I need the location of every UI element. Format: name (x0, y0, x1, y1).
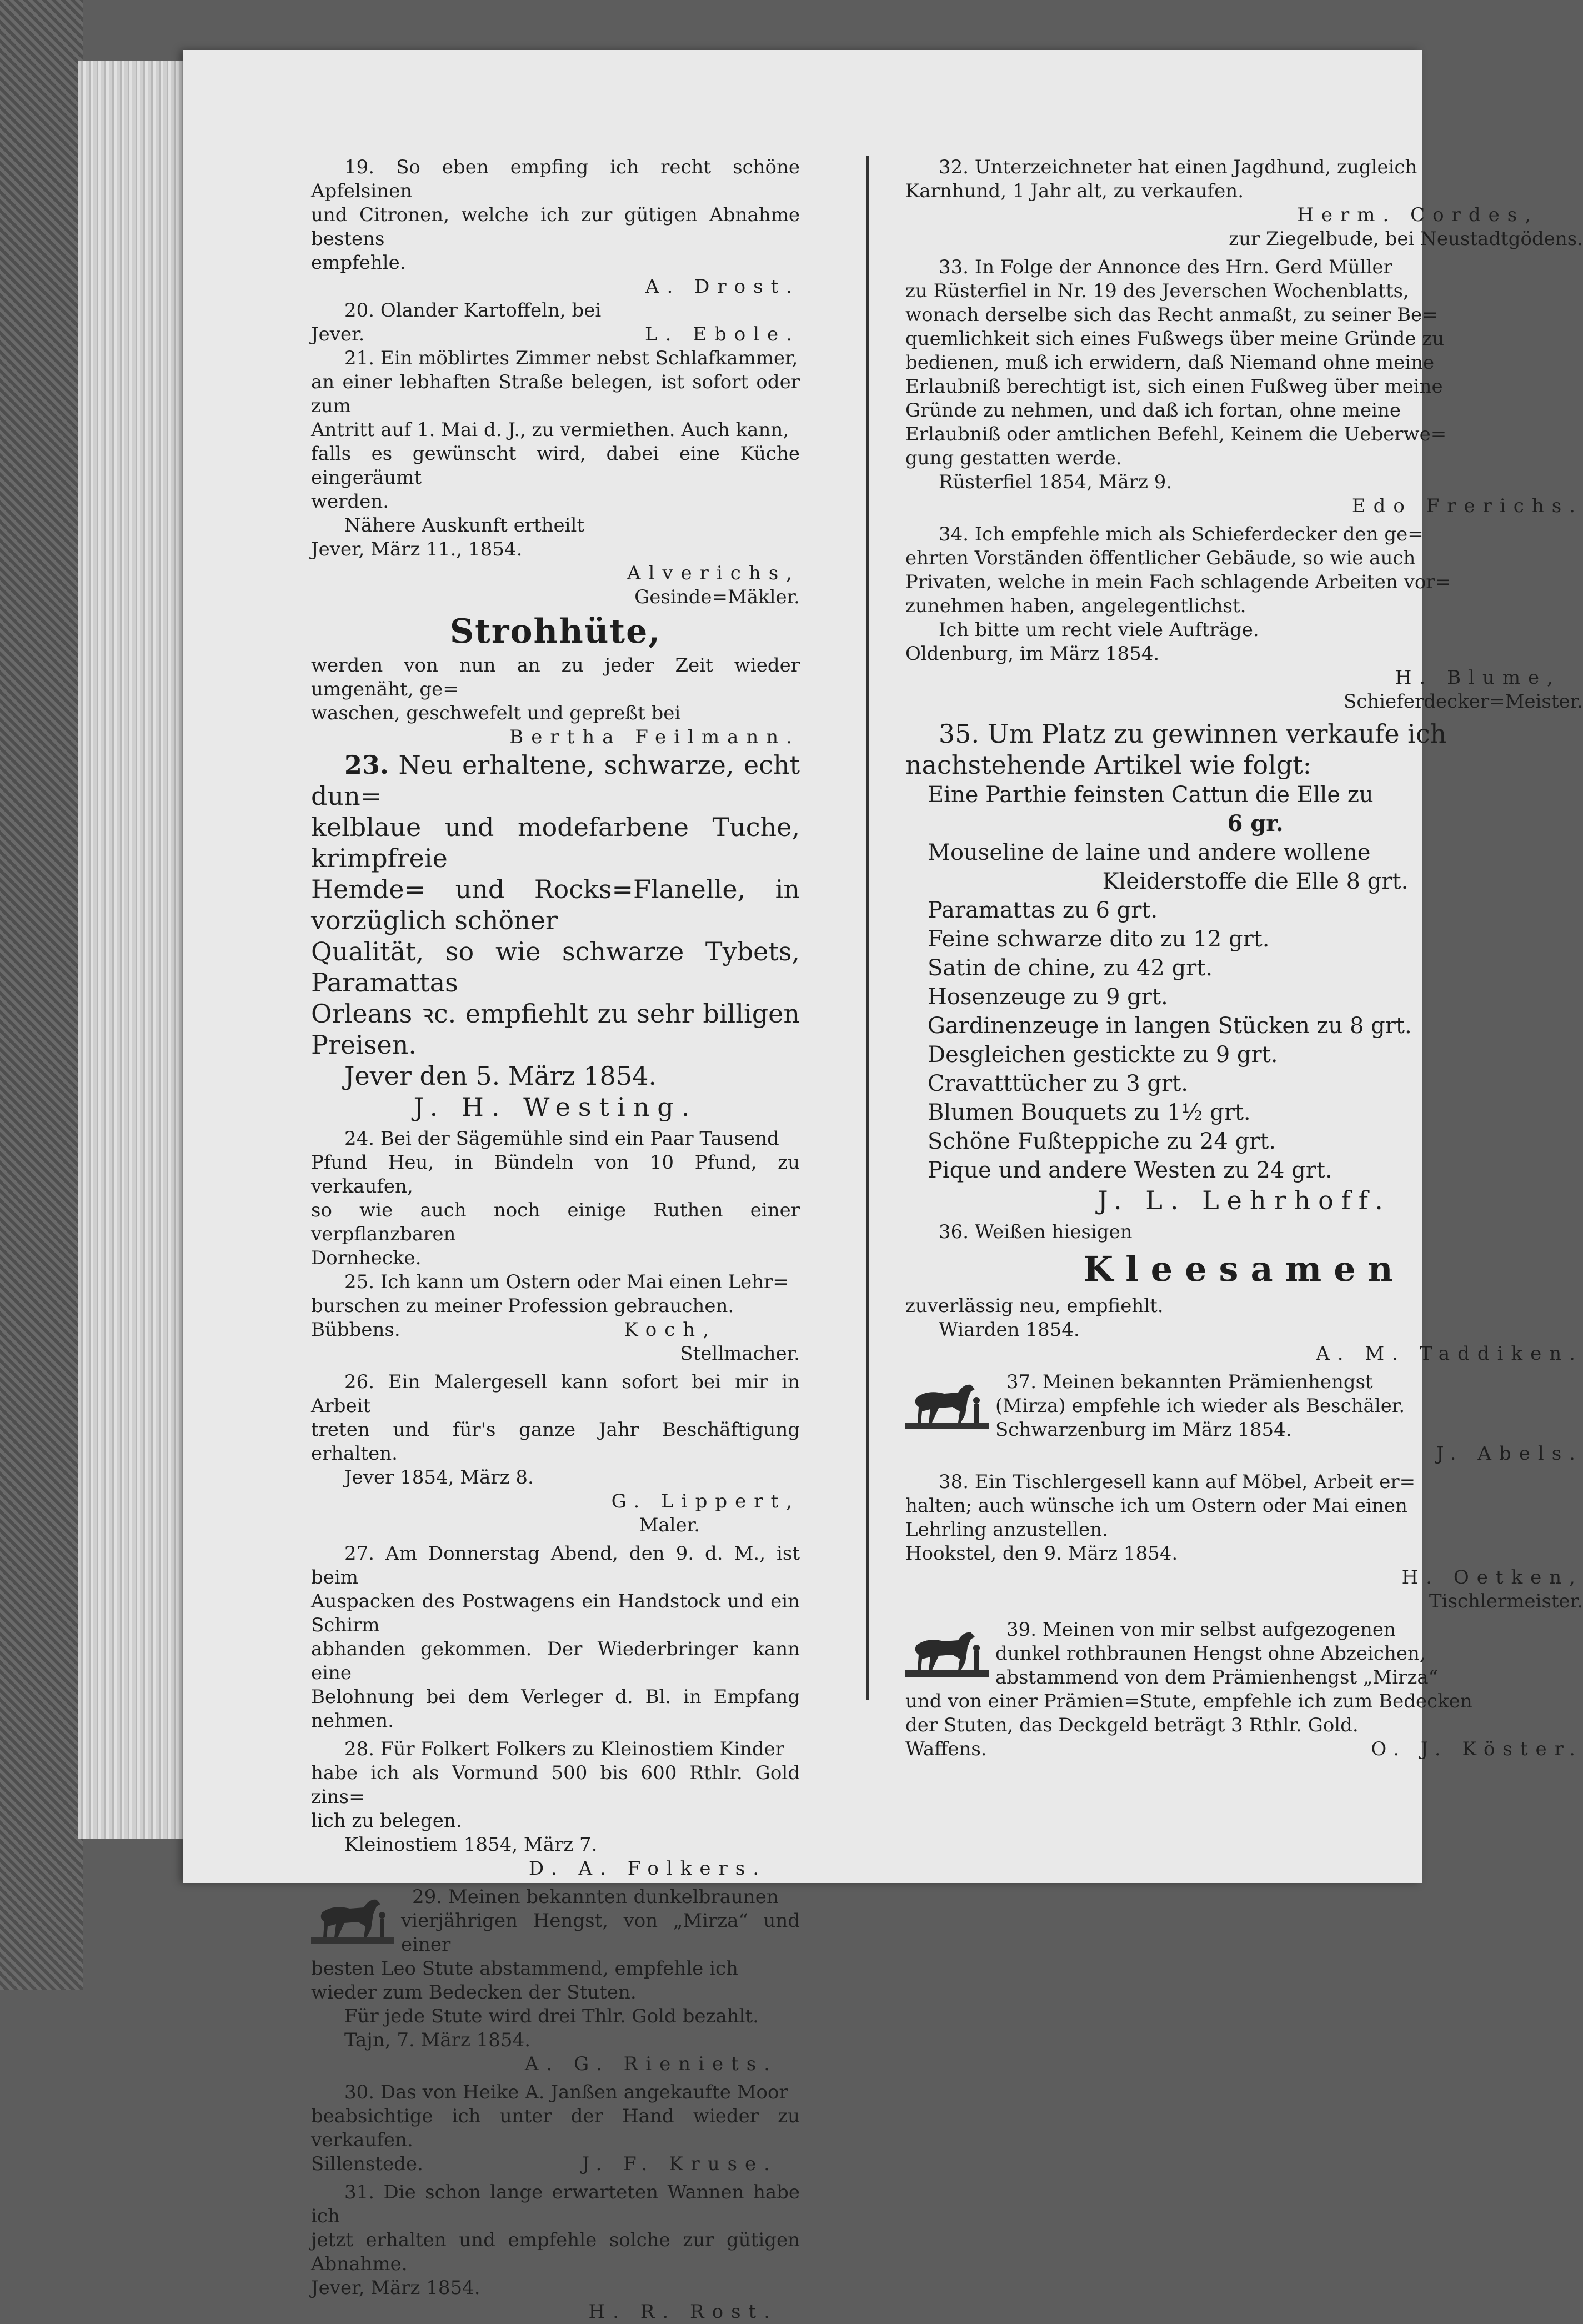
ad-text: Hemde= und Rocks=Flanelle, in vorzüglich schöner (311, 874, 800, 935)
ad-text: wonach derselbe sich das Recht anmaßt, zu seiner Be= (905, 304, 1438, 326)
ad-signature: J. H. Westing. (413, 1092, 698, 1122)
ad-25 (311, 1270, 800, 1366)
ad-text: lich zu belegen. (311, 1810, 462, 1832)
ad-text: Jever, März 11., 1854. (311, 538, 523, 560)
ad-text: Qualität, so wie schwarze Tybets, Paramattas (311, 936, 800, 998)
ad-text: dunkel rothbraunen Hengst ohne Abzeichen, (995, 1642, 1426, 1665)
price-item: Desgleichen gestickte zu 9 grt. (928, 1042, 1278, 1068)
ad-signature-title: Gesinde=Mäkler. (634, 586, 800, 608)
ad-text: jetzt erhalten und empfehle solche zur gütigen Abnahme. (311, 2229, 800, 2275)
price-item: Mouseline de laine und andere wollene (928, 840, 1371, 865)
ad-text: 25. Ich kann um Ostern oder Mai einen Lehr= (344, 1271, 789, 1293)
ad-signature-title: Schieferdecker=Meister. (1344, 690, 1583, 713)
left-column (311, 156, 800, 2324)
ad-35 (905, 718, 1583, 1216)
ad-place: Waffens. (905, 1738, 987, 1760)
ad-38 (905, 1470, 1583, 1614)
ad-23 (311, 749, 800, 1123)
ad-text: 35. Um Platz zu gewinnen verkaufe ich (939, 719, 1447, 749)
ad-line (311, 1318, 800, 1342)
ad-text: 24. Bei der Sägemühle sind ein Paar Tausend (344, 1128, 779, 1150)
ad-headline: Strohhüte, (449, 612, 662, 651)
ad-signature: J. L. Lehrhoff. (1098, 1185, 1391, 1215)
ad-place: Bübbens. (311, 1319, 400, 1341)
ad-line (311, 2152, 800, 2176)
ad-text: Oldenburg, im März 1854. (905, 643, 1160, 665)
ad-signature: H. Blume, (1395, 667, 1561, 689)
ad-text: Pfund Heu, in Bündeln von 10 Pfund, zu verkaufen, (311, 1151, 800, 1198)
ad-strohhuete (311, 609, 800, 749)
ad-signature: Edo Frerichs. (1351, 495, 1583, 517)
horse-woodcut-icon (905, 1620, 989, 1681)
ad-text: 32. Unterzeichneter hat einen Jagdhund, zugleich (939, 156, 1417, 178)
ad-20 (311, 299, 800, 347)
ad-28 (311, 1737, 800, 1881)
ad-30 (311, 2081, 800, 2176)
ad-text: 28. Für Folkert Folkers zu Kleinostiem Kinder (344, 1738, 784, 1760)
ad-29 (311, 1885, 800, 2076)
ad-34 (905, 523, 1583, 714)
ad-24 (311, 1127, 800, 1270)
ad-text: Privaten, welche in mein Fach schlagende Arbeiten vor= (905, 571, 1451, 593)
ad-signature: A. Drost. (645, 276, 800, 298)
ad-text: 36. Weißen hiesigen (939, 1221, 1133, 1243)
ad-signature: L. Ebole. (644, 323, 800, 345)
ad-text: Tajn, 7. März 1854. (344, 2029, 531, 2051)
ad-text: 31. Die schon lange erwarteten Wannen habe ich (311, 2181, 800, 2227)
ad-signature: J. Abels. (1436, 1443, 1583, 1465)
price-item: Satin de chine, zu 42 grt. (928, 955, 1213, 981)
ad-signature-title: Stellmacher. (680, 1343, 800, 1365)
ad-text: Ich bitte um recht viele Aufträge. (939, 619, 1259, 641)
ad-36 (905, 1220, 1583, 1366)
ad-signature: Koch, (624, 1319, 717, 1341)
newspaper-page (183, 50, 1583, 2323)
ad-text: Orleans ꝛc. empfiehlt zu sehr billigen Preisen. (311, 999, 800, 1060)
ad-signature: G. Lippert, (611, 1490, 800, 1512)
ad-text: Antritt auf 1. Mai d. J., zu vermiethen. Auch kann, (311, 419, 789, 441)
ad-signature: D. A. Folkers. (528, 1857, 767, 1880)
ad-33 (905, 256, 1583, 518)
book-spine (0, 0, 83, 1990)
right-column (905, 156, 1583, 1761)
ad-signature: J. F. Kruse. (582, 2153, 778, 2175)
ad-text: habe ich als Vormund 500 bis 600 Rthlr. Gold zins= (311, 1762, 800, 1808)
ad-text: falls es gewünscht wird, dabei eine Küche eingeräumt (311, 443, 800, 489)
ad-text: zunehmen haben, angelegentlichst. (905, 595, 1246, 617)
ad-text: Jever, März 1854. (311, 2277, 480, 2299)
ad-text: (Mirza) empfehle ich wieder als Beschäler. (995, 1395, 1405, 1417)
ad-text: 39. Meinen von mir selbst aufgezogenen (1006, 1619, 1396, 1641)
ad-signature: A. M. Taddiken. (1316, 1343, 1583, 1365)
ad-text: abhanden gekommen. Der Wiederbringer kann eine (311, 1638, 800, 1684)
ad-signature: O. J. Köster. (1371, 1738, 1583, 1760)
ad-text: 30. Das von Heike A. Janßen angekaufte Moor (344, 2081, 788, 2103)
ad-signature-title: zur Ziegelbude, bei Neustadtgödens. (1229, 228, 1583, 250)
ad-line (905, 1737, 1583, 1761)
ad-text: ehrten Vorständen öffentlicher Gebäude, so wie auch (905, 547, 1416, 569)
price-item: Kleiderstoffe die Elle 8 grt. (1102, 869, 1409, 894)
ad-text: bedienen, muß ich erwidern, daß Niemand ohne meine (905, 352, 1435, 374)
ad-text: 37. Meinen bekannten Prämienhengst (1006, 1371, 1373, 1393)
ad-text: 27. Am Donnerstag Abend, den 9. d. M., ist beim (311, 1542, 800, 1589)
price-item: Pique und andere Westen zu 24 grt. (928, 1158, 1332, 1183)
ad-text: waschen, geschwefelt und gepreßt bei (311, 702, 681, 724)
ad-text: Nähere Auskunft ertheilt (344, 514, 585, 537)
ad-26 (311, 1370, 800, 1537)
ad-signature-title: Tischlermeister. (1429, 1590, 1583, 1612)
ad-text: 33. In Folge der Annonce des Hrn. Gerd Müller (939, 256, 1392, 278)
ad-text: Schwarzenburg im März 1854. (995, 1419, 1292, 1441)
ad-text: Lehrling anzustellen. (905, 1519, 1108, 1541)
ad-text: Neu erhaltene, schwarze, echt dun= (311, 750, 800, 811)
ad-signature: Bertha Feilmann. (509, 726, 800, 748)
ad-text: wieder zum Bedecken der Stuten. (311, 1981, 637, 2004)
ad-text: werden von nun an zu jeder Zeit wieder umgenäht, ge= (311, 654, 800, 700)
ad-text: Belohnung bei dem Verleger d. Bl. in Empfang nehmen. (311, 1686, 800, 1732)
ad-text: so wie auch noch einige Ruthen einer verpflanzbaren (311, 1199, 800, 1245)
ad-21 (311, 347, 800, 609)
ad-text: burschen zu meiner Profession gebrauchen. (311, 1295, 734, 1317)
price-item: Gardinenzeuge in langen Stücken zu 8 grt. (928, 1013, 1412, 1039)
ad-text: werden. (311, 490, 389, 513)
ad-text: beabsichtige ich unter der Hand wieder zu verkaufen. (311, 2105, 800, 2151)
ad-text: und Citronen, welche ich zur gütigen Abnahme bestens (311, 204, 800, 250)
ad-signature: Herm. Cordes, (1297, 204, 1539, 226)
ad-text: Für jede Stute wird drei Thlr. Gold bezahlt. (344, 2005, 759, 2027)
ad-text: Erlaubniß berechtigt ist, sich einen Fußweg über meine (905, 375, 1443, 398)
ad-text: Jever 1854, März 8. (344, 1466, 534, 1489)
ad-39 (905, 1618, 1583, 1761)
ad-place: Jever. (311, 323, 365, 345)
price-item: Schöne Fußteppiche zu 24 grt. (928, 1129, 1276, 1154)
ad-text: 21. Ein möblirtes Zimmer nebst Schlafkammer, (344, 347, 798, 369)
ad-text: empfehle. (311, 252, 406, 274)
ad-19 (311, 156, 800, 299)
ad-headline: Kleesamen (1083, 1249, 1405, 1289)
ad-text: zuverlässig neu, empfiehlt. (905, 1295, 1164, 1317)
ad-place: Sillenstede. (311, 2153, 423, 2175)
ad-text: abstammend von dem Prämienhengst „Mirza“ (995, 1666, 1439, 1689)
ad-text: kelblaue und modefarbene Tuche, krimpfreie (311, 812, 800, 873)
ad-32 (905, 156, 1583, 251)
ad-text: 38. Ein Tischlergesell kann auf Möbel, Arbeit er= (939, 1471, 1416, 1493)
ad-text: 20. Olander Kartoffeln, bei (344, 299, 602, 322)
ad-text: Rüsterfiel 1854, März 9. (939, 471, 1173, 493)
price-item: Feine schwarze dito zu 12 grt. (928, 926, 1270, 952)
ad-signature: H. R. Rost. (588, 2301, 778, 2323)
ad-text (311, 749, 800, 812)
horse-woodcut-icon (311, 1887, 394, 1949)
ad-text: der Stuten, das Deckgeld beträgt 3 Rthlr. Gold. (905, 1714, 1359, 1736)
ad-text: halten; auch wünsche ich um Ostern oder Mai einen (905, 1495, 1407, 1517)
ad-text: Jever den 5. März 1854. (344, 1061, 657, 1091)
horse-woodcut-icon (905, 1373, 989, 1434)
ad-text: Karnhund, 1 Jahr alt, zu verkaufen. (905, 180, 1244, 202)
ad-text: Dornhecke. (311, 1247, 422, 1269)
price-item: Eine Parthie feinsten Cattun die Elle zu (928, 782, 1374, 808)
ad-text: 19. So eben empfing ich recht schöne Apfelsinen (311, 156, 800, 202)
ad-text: gung gestatten werde. (905, 447, 1122, 469)
ad-text: Erlaubniß oder amtlichen Befehl, Keinem die Ueberwe= (905, 423, 1447, 445)
ad-line (311, 323, 800, 347)
ad-text: an einer lebhaften Straße belegen, ist sofort oder zum (311, 371, 800, 417)
ad-text: zu Rüsterfiel in Nr. 19 des Jeverschen Wochenblatts, (905, 280, 1409, 302)
price-item: 6 gr. (1227, 810, 1284, 837)
ad-text: 26. Ein Malergesell kann sofort bei mir in Arbeit (311, 1371, 800, 1417)
ad-signature-title: Maler. (639, 1514, 700, 1536)
ad-31 (311, 2181, 800, 2324)
ad-text: und von einer Prämien=Stute, empfehle ich zum Bedecken (905, 1690, 1472, 1712)
price-item: Cravatttücher zu 3 grt. (928, 1071, 1188, 1096)
price-item: Hosenzeuge zu 9 grt. (928, 984, 1168, 1010)
ad-text: Hookstel, den 9. März 1854. (905, 1542, 1178, 1565)
ad-text: 34. Ich empfehle mich als Schieferdecker den ge= (939, 523, 1424, 545)
price-item: Blumen Bouquets zu 1½ grt. (928, 1100, 1251, 1125)
ad-text: vierjährigen Hengst, von „Mirza“ und einer (401, 1910, 800, 1956)
column-rule (866, 156, 869, 1700)
ad-text: Kleinostiem 1854, März 7. (344, 1834, 598, 1856)
ad-signature: A. G. Rieniets. (524, 2053, 778, 2075)
ad-text: Auspacken des Postwagens ein Handstock und ein Schirm (311, 1590, 800, 1636)
price-item: Paramattas zu 6 grt. (928, 898, 1158, 923)
ad-text: Gründe zu nehmen, und daß ich fortan, ohne meine (905, 399, 1401, 422)
ad-37 (905, 1370, 1583, 1466)
ad-signature: H. Oetken, (1401, 1566, 1583, 1589)
ad-signature: Alverichs, (627, 562, 800, 584)
ad-text: Wiarden 1854. (939, 1319, 1080, 1341)
ad-number: 23. (344, 750, 389, 780)
ad-text: quemlichkeit sich eines Fußwegs über meine Gründe zu (905, 328, 1445, 350)
ad-text: besten Leo Stute abstammend, empfehle ich (311, 1957, 738, 1980)
ad-text: treten und für's ganze Jahr Beschäftigung erhalten. (311, 1419, 800, 1465)
ad-text: 29. Meinen bekannten dunkelbraunen (412, 1886, 779, 1908)
ad-27 (311, 1542, 800, 1733)
ad-text: nachstehende Artikel wie folgt: (905, 750, 1312, 780)
